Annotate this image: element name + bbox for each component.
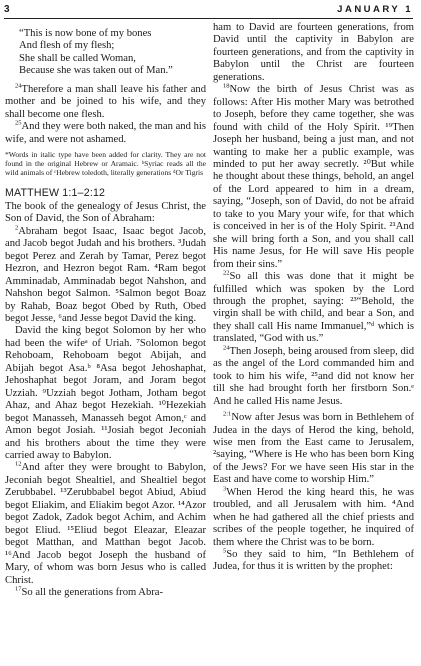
verse-text: Now the birth of Jesus Christ was as follows: After His mother Mary was betrothed to Joseph, before they came together, she was found with child of the Holy Spirit. ¹⁹Then Joseph her husband, being a just man, and not wanting to make her a public example, was minded to put her away secretly. ²⁰But while he thought about these things, behold, an angel of the Lord appeared to him in a dream, saying, “Joseph, son of David, do not be afraid to take to you Mary your wife, for that which is conceived in her is of the Holy Spirit. ²¹And she will bring forth a Son, and you shall call His name Jesus, for He will save His people from their sins.” <box>213 84 414 270</box>
right-column <box>213 22 414 664</box>
verse-text: And they were both naked, the man and his wife, and were not ashamed. <box>5 121 206 145</box>
left-column <box>5 22 206 664</box>
verse-paragraph <box>213 487 414 549</box>
verse-paragraph <box>5 462 206 587</box>
verse-number: 22 <box>223 269 230 277</box>
poem-line: And flesh of my flesh; <box>19 40 115 52</box>
verse-paragraph <box>5 587 206 599</box>
verse-text: Therefore a man shall leave his father and mother and be joined to his wife, and they shall become one flesh. <box>5 83 206 120</box>
verse-text: And after they were brought to Babylon, Jeconiah begot Shealtiel, and Shealtiel begot Zerubbabel. ¹³Zerubbabel begot Abiud, Abiud begot Eliakim, and Eliakim begot Azor. ¹⁴Azor begot Zadok, Zadok begot Achim, and Achim begot Eliud. ¹⁵Eliud begot Eleazar, Eleazar begot Matthan, and Matthan begot Jacob. ¹⁶And Jacob begot Joseph the husband of Mary, of whom was born Jesus who is called Christ. <box>5 462 206 586</box>
verse-text: Then Joseph, being aroused from sleep, did as the angel of the Lord commanded him and took to him his wife, ²⁵and did not know her till she had brought forth her firstborn Son.ᵉ And he called His name Jesus. <box>213 345 414 407</box>
verse-text: So all the generations from Abra- <box>21 586 164 598</box>
footnotes: *Words in italic type have been added for clarity. They are not found in the original Hebrew or Aramaic. ᵇSyriac reads all the wild animals of ᶜHebrew toledoth, literally generations ᵈOr Tigris <box>5 150 206 177</box>
poem-line: “This is now bone of my bones <box>19 28 152 39</box>
verse-text: So all this was done that it might be fulfilled which was spoken by the Lord through the prophet, saying: ²³“Behold, the virgin shall be with child, and bear a Son, and they shall call His name Immanuel,”ᵈ which is translated, “God with us.” <box>213 271 414 345</box>
header-rule <box>4 18 413 19</box>
verse-text: When Herod the king heard this, he was troubled, and all Jerusalem with him. ⁴And when he had gathered all the chief priests and scribes of the people together, he inquired of them where the Christ was to be born. <box>213 486 414 548</box>
verse-text: ham to David are fourteen generations, from David until the captivity in Babylon are fourteen generations, and from the captivity in Babylon until the Christ are fourteen generations. <box>213 22 414 83</box>
verse-number: 18 <box>223 82 230 90</box>
verse-text: David the king begot Solomon by her who had been the wifeᵃ of Uriah. ⁷Solomon begot Rehoboam, Rehoboam begot Abijah, and Abijah begot Asa.ᵇ ⁸Asa begot Jehoshaphat, Jehoshaphat begot Joram, and Joram begot Uzziah. ⁹Uzziah begot Jotham, Jotham begot Ahaz, and Ahaz begot Hezekiah. ¹⁰Hezekiah begot Manasseh, Manasseh begot Amon,ᶜ and Amon begot Josiah. ¹¹Josiah begot Jeconiah and his brothers about the time they were carried away to Babylon. <box>5 325 206 461</box>
verse-paragraph <box>5 325 206 462</box>
verse-number: 17 <box>15 585 22 593</box>
poem-line: She shall be called Woman, <box>19 52 136 64</box>
verse-paragraph <box>213 412 414 487</box>
verse-text: Now after Jesus was born in Bethlehem of Judea in the days of Herod the king, behold, wise men from the East came to Jerusalem, ²saying, “Where is He who has been born King of the Jews? For we have seen His star in the East and have come to worship Him.” <box>213 412 414 486</box>
verse-paragraph <box>213 346 414 408</box>
verse-paragraph <box>5 121 206 146</box>
verse-number: 5 <box>223 547 227 555</box>
verse-paragraph <box>5 226 206 326</box>
verse-text: The book of the genealogy of Jesus Christ, the Son of David, the Son of Abraham: <box>5 200 206 225</box>
poem-line: Because she was taken out of Man.” <box>19 65 173 77</box>
reading-reference: MATTHEW 1:1–2:12 <box>5 187 106 200</box>
verse-number: 12 <box>15 460 22 468</box>
verse-paragraph <box>5 201 206 226</box>
verse-paragraph <box>213 549 414 574</box>
verse-paragraph <box>213 84 414 271</box>
page-header <box>4 4 413 18</box>
verse-text: Abraham begot Isaac, Isaac begot Jacob, and Jacob begot Judah and his brothers. ³Judah begot Perez and Zerah by Tamar, Perez begot Hezron, and Hezron begot Ram. ⁴Ram begot Amminadab, Amminadab begot Nahshon, and Nahshon begot Salmon. ⁵Salmon begot Boaz by Rahab, Boaz begot Obed by Ruth, Obed begot Jesse, ⁶and Jesse begot David the king. <box>5 225 206 324</box>
running-head: JANUARY 1 <box>337 4 413 15</box>
verse-text: So they said to him, “In Bethlehem of Judea, for thus it is written by the prophet: <box>213 549 414 573</box>
verse-paragraph <box>213 22 414 84</box>
verse-number: 3 <box>223 485 227 493</box>
verse-number: 2:1 <box>223 410 232 418</box>
verse-number: 24 <box>223 344 230 352</box>
verse-number: 25 <box>15 119 22 127</box>
verse-number: 24 <box>15 82 22 90</box>
verse-number: 2 <box>15 224 19 232</box>
verse-paragraph <box>213 271 414 346</box>
page-number: 3 <box>4 4 10 15</box>
verse-paragraph <box>5 84 206 121</box>
